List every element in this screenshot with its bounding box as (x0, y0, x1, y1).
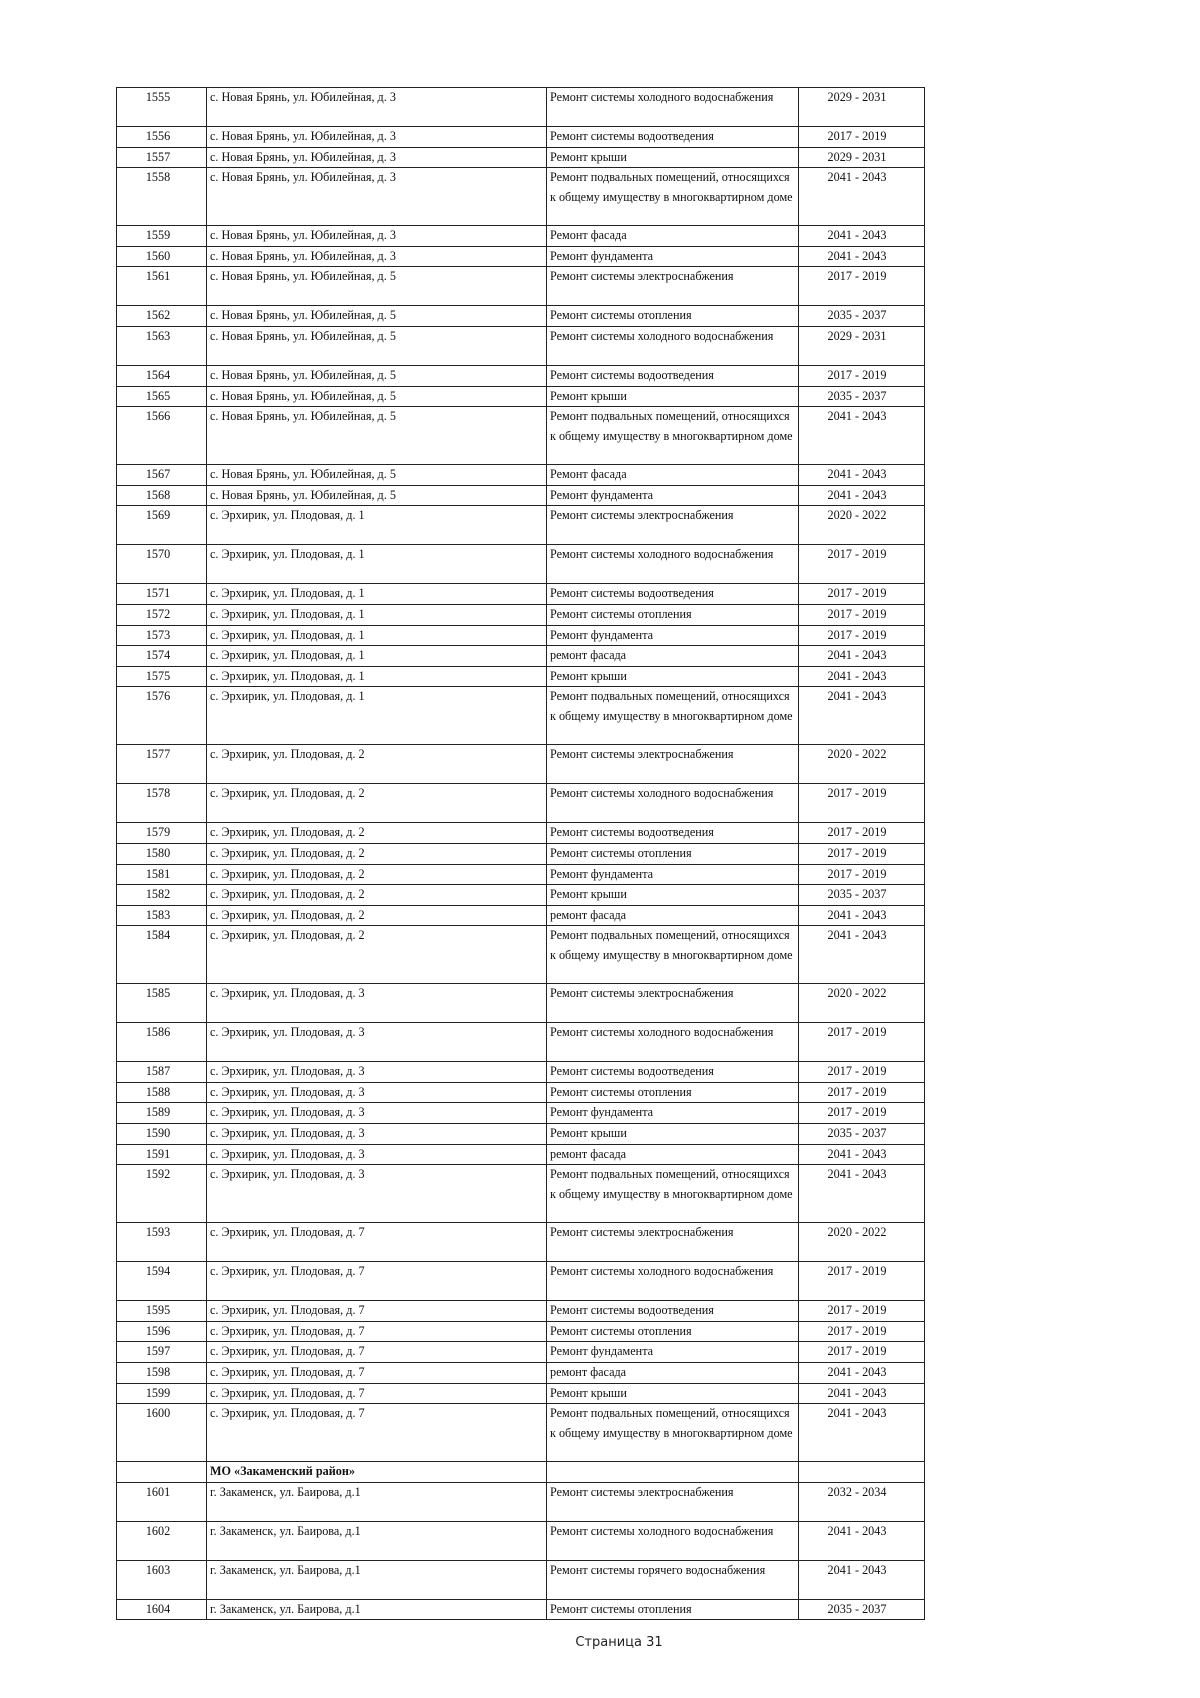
row-number-cell: 1557 (117, 147, 207, 168)
work-type-cell: Ремонт системы холодного водоснабжения (547, 1262, 799, 1301)
work-type-cell: Ремонт крыши (547, 666, 799, 687)
table-row (117, 1023, 925, 1062)
table-row (117, 926, 925, 984)
row-number-cell: 1575 (117, 666, 207, 687)
work-type-cell: Ремонт фундамента (547, 625, 799, 646)
row-number-cell: 1580 (117, 843, 207, 864)
row-number-cell: 1598 (117, 1363, 207, 1384)
row-number-cell: 1566 (117, 407, 207, 465)
table-body (117, 88, 925, 1620)
table-row (117, 843, 925, 864)
table-row (117, 905, 925, 926)
table-row (117, 823, 925, 844)
table-row (117, 784, 925, 823)
address-cell: с. Эрхирик, ул. Плодовая, д. 1 (207, 646, 547, 667)
period-cell: 2041 - 2043 (799, 465, 925, 486)
period-cell: 2035 - 2037 (799, 1599, 925, 1620)
table-row (117, 1363, 925, 1384)
work-type-cell: Ремонт системы холодного водоснабжения (547, 1023, 799, 1062)
period-cell: 2029 - 2031 (799, 88, 925, 127)
work-type-cell: Ремонт системы горячего водоснабжения (547, 1560, 799, 1599)
row-number-cell: 1599 (117, 1383, 207, 1404)
address-cell: с. Эрхирик, ул. Плодовая, д. 2 (207, 784, 547, 823)
work-type-cell: Ремонт системы отопления (547, 843, 799, 864)
period-cell: 2017 - 2019 (799, 1321, 925, 1342)
work-type-cell: Ремонт системы холодного водоснабжения (547, 545, 799, 584)
address-cell: с. Эрхирик, ул. Плодовая, д. 1 (207, 506, 547, 545)
table-row (117, 267, 925, 306)
work-type-cell: ремонт фасада (547, 905, 799, 926)
period-cell: 2017 - 2019 (799, 625, 925, 646)
period-cell: 2035 - 2037 (799, 885, 925, 906)
work-type-cell: Ремонт фасада (547, 465, 799, 486)
address-cell: с. Эрхирик, ул. Плодовая, д. 2 (207, 745, 547, 784)
period-cell: 2017 - 2019 (799, 784, 925, 823)
table-row (117, 386, 925, 407)
row-number-cell: 1602 (117, 1521, 207, 1560)
row-number-cell: 1561 (117, 267, 207, 306)
address-cell: с. Эрхирик, ул. Плодовая, д. 3 (207, 984, 547, 1023)
address-cell: с. Эрхирик, ул. Плодовая, д. 3 (207, 1165, 547, 1223)
period-cell: 2017 - 2019 (799, 843, 925, 864)
period-cell: 2041 - 2043 (799, 1165, 925, 1223)
table-row (117, 88, 925, 127)
address-cell: с. Новая Брянь, ул. Юбилейная, д. 5 (207, 267, 547, 306)
period-cell: 2017 - 2019 (799, 584, 925, 605)
work-type-cell: Ремонт системы водоотведения (547, 584, 799, 605)
work-type-cell: Ремонт подвальных помещений, относящихся к общему имуществу в многоквартирном доме (547, 926, 799, 984)
row-number-cell: 1555 (117, 88, 207, 127)
work-type-cell: ремонт фасада (547, 646, 799, 667)
table-row (117, 1560, 925, 1599)
row-number-cell: 1577 (117, 745, 207, 784)
table-row (117, 1521, 925, 1560)
work-type-cell: Ремонт системы электроснабжения (547, 1223, 799, 1262)
period-cell: 2041 - 2043 (799, 926, 925, 984)
work-type-cell: Ремонт системы электроснабжения (547, 267, 799, 306)
table-row (117, 1103, 925, 1124)
period-cell: 2041 - 2043 (799, 687, 925, 745)
address-cell: г. Закаменск, ул. Баирова, д.1 (207, 1560, 547, 1599)
work-type-cell: Ремонт подвальных помещений, относящихся к общему имуществу в многоквартирном доме (547, 1404, 799, 1462)
table-row (117, 1165, 925, 1223)
section-header-row (117, 1462, 925, 1483)
work-type-cell: Ремонт системы электроснабжения (547, 745, 799, 784)
row-number-cell: 1564 (117, 365, 207, 386)
period-cell: 2041 - 2043 (799, 646, 925, 667)
address-cell: с. Эрхирик, ул. Плодовая, д. 2 (207, 864, 547, 885)
table-row (117, 584, 925, 605)
address-cell: с. Эрхирик, ул. Плодовая, д. 3 (207, 1144, 547, 1165)
table-row (117, 306, 925, 327)
work-type-cell: Ремонт подвальных помещений, относящихся к общему имуществу в многоквартирном доме (547, 1165, 799, 1223)
table-row (117, 687, 925, 745)
address-cell: с. Эрхирик, ул. Плодовая, д. 2 (207, 905, 547, 926)
address-cell: с. Эрхирик, ул. Плодовая, д. 7 (207, 1262, 547, 1301)
row-number-cell: 1558 (117, 168, 207, 226)
address-cell: с. Эрхирик, ул. Плодовая, д. 7 (207, 1321, 547, 1342)
period-cell: 2035 - 2037 (799, 306, 925, 327)
row-number-cell: 1576 (117, 687, 207, 745)
address-cell: с. Новая Брянь, ул. Юбилейная, д. 3 (207, 246, 547, 267)
table-row (117, 1342, 925, 1363)
work-type-cell: Ремонт системы электроснабжения (547, 1482, 799, 1521)
work-type-cell: Ремонт крыши (547, 1124, 799, 1145)
address-cell: с. Эрхирик, ул. Плодовая, д. 1 (207, 625, 547, 646)
row-number-cell: 1560 (117, 246, 207, 267)
row-number-cell: 1562 (117, 306, 207, 327)
work-type-cell: Ремонт системы отопления (547, 306, 799, 327)
work-type-cell: Ремонт системы отопления (547, 1599, 799, 1620)
row-number-cell: 1601 (117, 1482, 207, 1521)
address-cell: с. Новая Брянь, ул. Юбилейная, д. 5 (207, 485, 547, 506)
work-type-cell: Ремонт фундамента (547, 246, 799, 267)
period-cell: 2041 - 2043 (799, 407, 925, 465)
address-cell: с. Эрхирик, ул. Плодовая, д. 7 (207, 1223, 547, 1262)
work-type-cell: Ремонт крыши (547, 147, 799, 168)
row-number-cell: 1589 (117, 1103, 207, 1124)
page-number: Страница 31 (575, 1635, 663, 1650)
work-type-cell: Ремонт системы отопления (547, 1082, 799, 1103)
work-type-cell: Ремонт фасада (547, 226, 799, 247)
period-cell: 2020 - 2022 (799, 1223, 925, 1262)
table-row (117, 1082, 925, 1103)
table-row (117, 984, 925, 1023)
period-cell: 2020 - 2022 (799, 745, 925, 784)
address-cell: с. Новая Брянь, ул. Юбилейная, д. 3 (207, 226, 547, 247)
address-cell: с. Эрхирик, ул. Плодовая, д. 7 (207, 1342, 547, 1363)
address-cell: с. Эрхирик, ул. Плодовая, д. 2 (207, 926, 547, 984)
period-cell: 2041 - 2043 (799, 1383, 925, 1404)
row-number-cell: 1592 (117, 1165, 207, 1223)
work-type-cell: Ремонт подвальных помещений, относящихся к общему имуществу в многоквартирном доме (547, 407, 799, 465)
row-number-cell: 1603 (117, 1560, 207, 1599)
period-cell: 2041 - 2043 (799, 905, 925, 926)
period-cell: 2020 - 2022 (799, 984, 925, 1023)
row-number-cell: 1569 (117, 506, 207, 545)
address-cell: с. Новая Брянь, ул. Юбилейная, д. 5 (207, 386, 547, 407)
address-cell: с. Эрхирик, ул. Плодовая, д. 3 (207, 1082, 547, 1103)
work-type-cell: Ремонт системы водоотведения (547, 1062, 799, 1083)
table-row (117, 168, 925, 226)
work-type-cell: Ремонт системы отопления (547, 1321, 799, 1342)
address-cell: с. Новая Брянь, ул. Юбилейная, д. 5 (207, 407, 547, 465)
work-type-cell: Ремонт системы водоотведения (547, 823, 799, 844)
address-cell: с. Эрхирик, ул. Плодовая, д. 1 (207, 545, 547, 584)
row-number-cell: 1563 (117, 326, 207, 365)
row-number-cell: 1584 (117, 926, 207, 984)
row-number-cell: 1600 (117, 1404, 207, 1462)
table-row (117, 1321, 925, 1342)
table-row (117, 1144, 925, 1165)
row-number-cell: 1579 (117, 823, 207, 844)
address-cell: с. Эрхирик, ул. Плодовая, д. 3 (207, 1124, 547, 1145)
table-row (117, 666, 925, 687)
row-number-cell: 1595 (117, 1301, 207, 1322)
row-number-cell: 1572 (117, 604, 207, 625)
work-type-cell: Ремонт крыши (547, 1383, 799, 1404)
period-cell: 2035 - 2037 (799, 1124, 925, 1145)
address-cell: с. Эрхирик, ул. Плодовая, д. 3 (207, 1103, 547, 1124)
period-cell: 2041 - 2043 (799, 168, 925, 226)
period-cell: 2041 - 2043 (799, 1404, 925, 1462)
work-type-cell: Ремонт системы холодного водоснабжения (547, 326, 799, 365)
work-type-cell: Ремонт крыши (547, 386, 799, 407)
row-number-cell: 1596 (117, 1321, 207, 1342)
row-number-cell: 1570 (117, 545, 207, 584)
work-type-cell: Ремонт системы электроснабжения (547, 506, 799, 545)
row-number-cell: 1567 (117, 465, 207, 486)
row-number-cell (117, 1462, 207, 1483)
address-cell: с. Новая Брянь, ул. Юбилейная, д. 5 (207, 365, 547, 386)
work-type-cell: Ремонт подвальных помещений, относящихся к общему имуществу в многоквартирном доме (547, 687, 799, 745)
row-number-cell: 1590 (117, 1124, 207, 1145)
row-number-cell: 1568 (117, 485, 207, 506)
row-number-cell: 1573 (117, 625, 207, 646)
table-row (117, 465, 925, 486)
table-row (117, 326, 925, 365)
repair-schedule-table (116, 87, 925, 1620)
work-type-cell (547, 1462, 799, 1483)
row-number-cell: 1571 (117, 584, 207, 605)
table-row (117, 1599, 925, 1620)
row-number-cell: 1593 (117, 1223, 207, 1262)
address-cell: с. Эрхирик, ул. Плодовая, д. 7 (207, 1363, 547, 1384)
address-cell: с. Эрхирик, ул. Плодовая, д. 1 (207, 604, 547, 625)
row-number-cell: 1581 (117, 864, 207, 885)
work-type-cell: Ремонт фундамента (547, 864, 799, 885)
period-cell: 2017 - 2019 (799, 823, 925, 844)
period-cell: 2017 - 2019 (799, 545, 925, 584)
address-cell: с. Эрхирик, ул. Плодовая, д. 2 (207, 843, 547, 864)
row-number-cell: 1594 (117, 1262, 207, 1301)
period-cell: 2017 - 2019 (799, 864, 925, 885)
work-type-cell: Ремонт крыши (547, 885, 799, 906)
period-cell: 2029 - 2031 (799, 147, 925, 168)
row-number-cell: 1585 (117, 984, 207, 1023)
table-row (117, 625, 925, 646)
table-row (117, 226, 925, 247)
table-row (117, 506, 925, 545)
address-cell: с. Эрхирик, ул. Плодовая, д. 2 (207, 885, 547, 906)
table-row (117, 1482, 925, 1521)
period-cell: 2041 - 2043 (799, 1363, 925, 1384)
work-type-cell: Ремонт подвальных помещений, относящихся к общему имуществу в многоквартирном доме (547, 168, 799, 226)
period-cell: 2017 - 2019 (799, 365, 925, 386)
period-cell: 2017 - 2019 (799, 1082, 925, 1103)
address-cell: с. Новая Брянь, ул. Юбилейная, д. 3 (207, 127, 547, 148)
table-row (117, 745, 925, 784)
period-cell: 2035 - 2037 (799, 386, 925, 407)
work-type-cell: Ремонт фундамента (547, 1342, 799, 1363)
address-cell: с. Новая Брянь, ул. Юбилейная, д. 5 (207, 306, 547, 327)
work-type-cell: Ремонт фундамента (547, 485, 799, 506)
table-row (117, 365, 925, 386)
row-number-cell: 1578 (117, 784, 207, 823)
work-type-cell: ремонт фасада (547, 1363, 799, 1384)
table-row (117, 147, 925, 168)
address-cell: с. Эрхирик, ул. Плодовая, д. 7 (207, 1383, 547, 1404)
table-row (117, 485, 925, 506)
period-cell: 2041 - 2043 (799, 485, 925, 506)
period-cell: 2041 - 2043 (799, 1560, 925, 1599)
row-number-cell: 1591 (117, 1144, 207, 1165)
row-number-cell: 1582 (117, 885, 207, 906)
address-cell: с. Эрхирик, ул. Плодовая, д. 3 (207, 1023, 547, 1062)
table-row (117, 1062, 925, 1083)
row-number-cell: 1588 (117, 1082, 207, 1103)
period-cell: 2029 - 2031 (799, 326, 925, 365)
period-cell (799, 1462, 925, 1483)
period-cell: 2041 - 2043 (799, 246, 925, 267)
row-number-cell: 1559 (117, 226, 207, 247)
period-cell: 2017 - 2019 (799, 1262, 925, 1301)
section-title-cell: МО «Закаменский район» (207, 1462, 547, 1483)
work-type-cell: Ремонт системы электроснабжения (547, 984, 799, 1023)
period-cell: 2020 - 2022 (799, 506, 925, 545)
table-row (117, 885, 925, 906)
address-cell: с. Новая Брянь, ул. Юбилейная, д. 5 (207, 465, 547, 486)
period-cell: 2017 - 2019 (799, 1301, 925, 1322)
period-cell: 2041 - 2043 (799, 1144, 925, 1165)
table-row (117, 1404, 925, 1462)
address-cell: с. Новая Брянь, ул. Юбилейная, д. 3 (207, 168, 547, 226)
work-type-cell: Ремонт системы холодного водоснабжения (547, 784, 799, 823)
address-cell: г. Закаменск, ул. Баирова, д.1 (207, 1482, 547, 1521)
table-row (117, 604, 925, 625)
address-cell: с. Эрхирик, ул. Плодовая, д. 2 (207, 823, 547, 844)
row-number-cell: 1583 (117, 905, 207, 926)
address-cell: с. Новая Брянь, ул. Юбилейная, д. 5 (207, 326, 547, 365)
work-type-cell: Ремонт системы водоотведения (547, 1301, 799, 1322)
address-cell: с. Эрхирик, ул. Плодовая, д. 7 (207, 1301, 547, 1322)
table-row (117, 1301, 925, 1322)
table-row (117, 1383, 925, 1404)
work-type-cell: Ремонт системы холодного водоснабжения (547, 88, 799, 127)
table-row (117, 864, 925, 885)
address-cell: с. Эрхирик, ул. Плодовая, д. 1 (207, 584, 547, 605)
period-cell: 2017 - 2019 (799, 127, 925, 148)
address-cell: с. Эрхирик, ул. Плодовая, д. 1 (207, 666, 547, 687)
address-cell: с. Новая Брянь, ул. Юбилейная, д. 3 (207, 147, 547, 168)
table-row (117, 407, 925, 465)
address-cell: г. Закаменск, ул. Баирова, д.1 (207, 1599, 547, 1620)
period-cell: 2032 - 2034 (799, 1482, 925, 1521)
address-cell: с. Новая Брянь, ул. Юбилейная, д. 3 (207, 88, 547, 127)
period-cell: 2041 - 2043 (799, 226, 925, 247)
period-cell: 2017 - 2019 (799, 1342, 925, 1363)
table-row (117, 545, 925, 584)
work-type-cell: Ремонт системы водоотведения (547, 365, 799, 386)
work-type-cell: Ремонт фундамента (547, 1103, 799, 1124)
work-type-cell: ремонт фасада (547, 1144, 799, 1165)
row-number-cell: 1597 (117, 1342, 207, 1363)
work-type-cell: Ремонт системы отопления (547, 604, 799, 625)
address-cell: г. Закаменск, ул. Баирова, д.1 (207, 1521, 547, 1560)
period-cell: 2041 - 2043 (799, 666, 925, 687)
address-cell: с. Эрхирик, ул. Плодовая, д. 7 (207, 1404, 547, 1462)
period-cell: 2017 - 2019 (799, 604, 925, 625)
table-row (117, 246, 925, 267)
table-row (117, 1223, 925, 1262)
row-number-cell: 1586 (117, 1023, 207, 1062)
address-cell: с. Эрхирик, ул. Плодовая, д. 3 (207, 1062, 547, 1083)
table-row (117, 127, 925, 148)
row-number-cell: 1556 (117, 127, 207, 148)
table-row (117, 646, 925, 667)
period-cell: 2017 - 2019 (799, 1103, 925, 1124)
address-cell: с. Эрхирик, ул. Плодовая, д. 1 (207, 687, 547, 745)
work-type-cell: Ремонт системы водоотведения (547, 127, 799, 148)
table-row (117, 1262, 925, 1301)
row-number-cell: 1587 (117, 1062, 207, 1083)
row-number-cell: 1565 (117, 386, 207, 407)
period-cell: 2017 - 2019 (799, 1023, 925, 1062)
table-row (117, 1124, 925, 1145)
row-number-cell: 1604 (117, 1599, 207, 1620)
period-cell: 2041 - 2043 (799, 1521, 925, 1560)
period-cell: 2017 - 2019 (799, 1062, 925, 1083)
period-cell: 2017 - 2019 (799, 267, 925, 306)
work-type-cell: Ремонт системы холодного водоснабжения (547, 1521, 799, 1560)
row-number-cell: 1574 (117, 646, 207, 667)
